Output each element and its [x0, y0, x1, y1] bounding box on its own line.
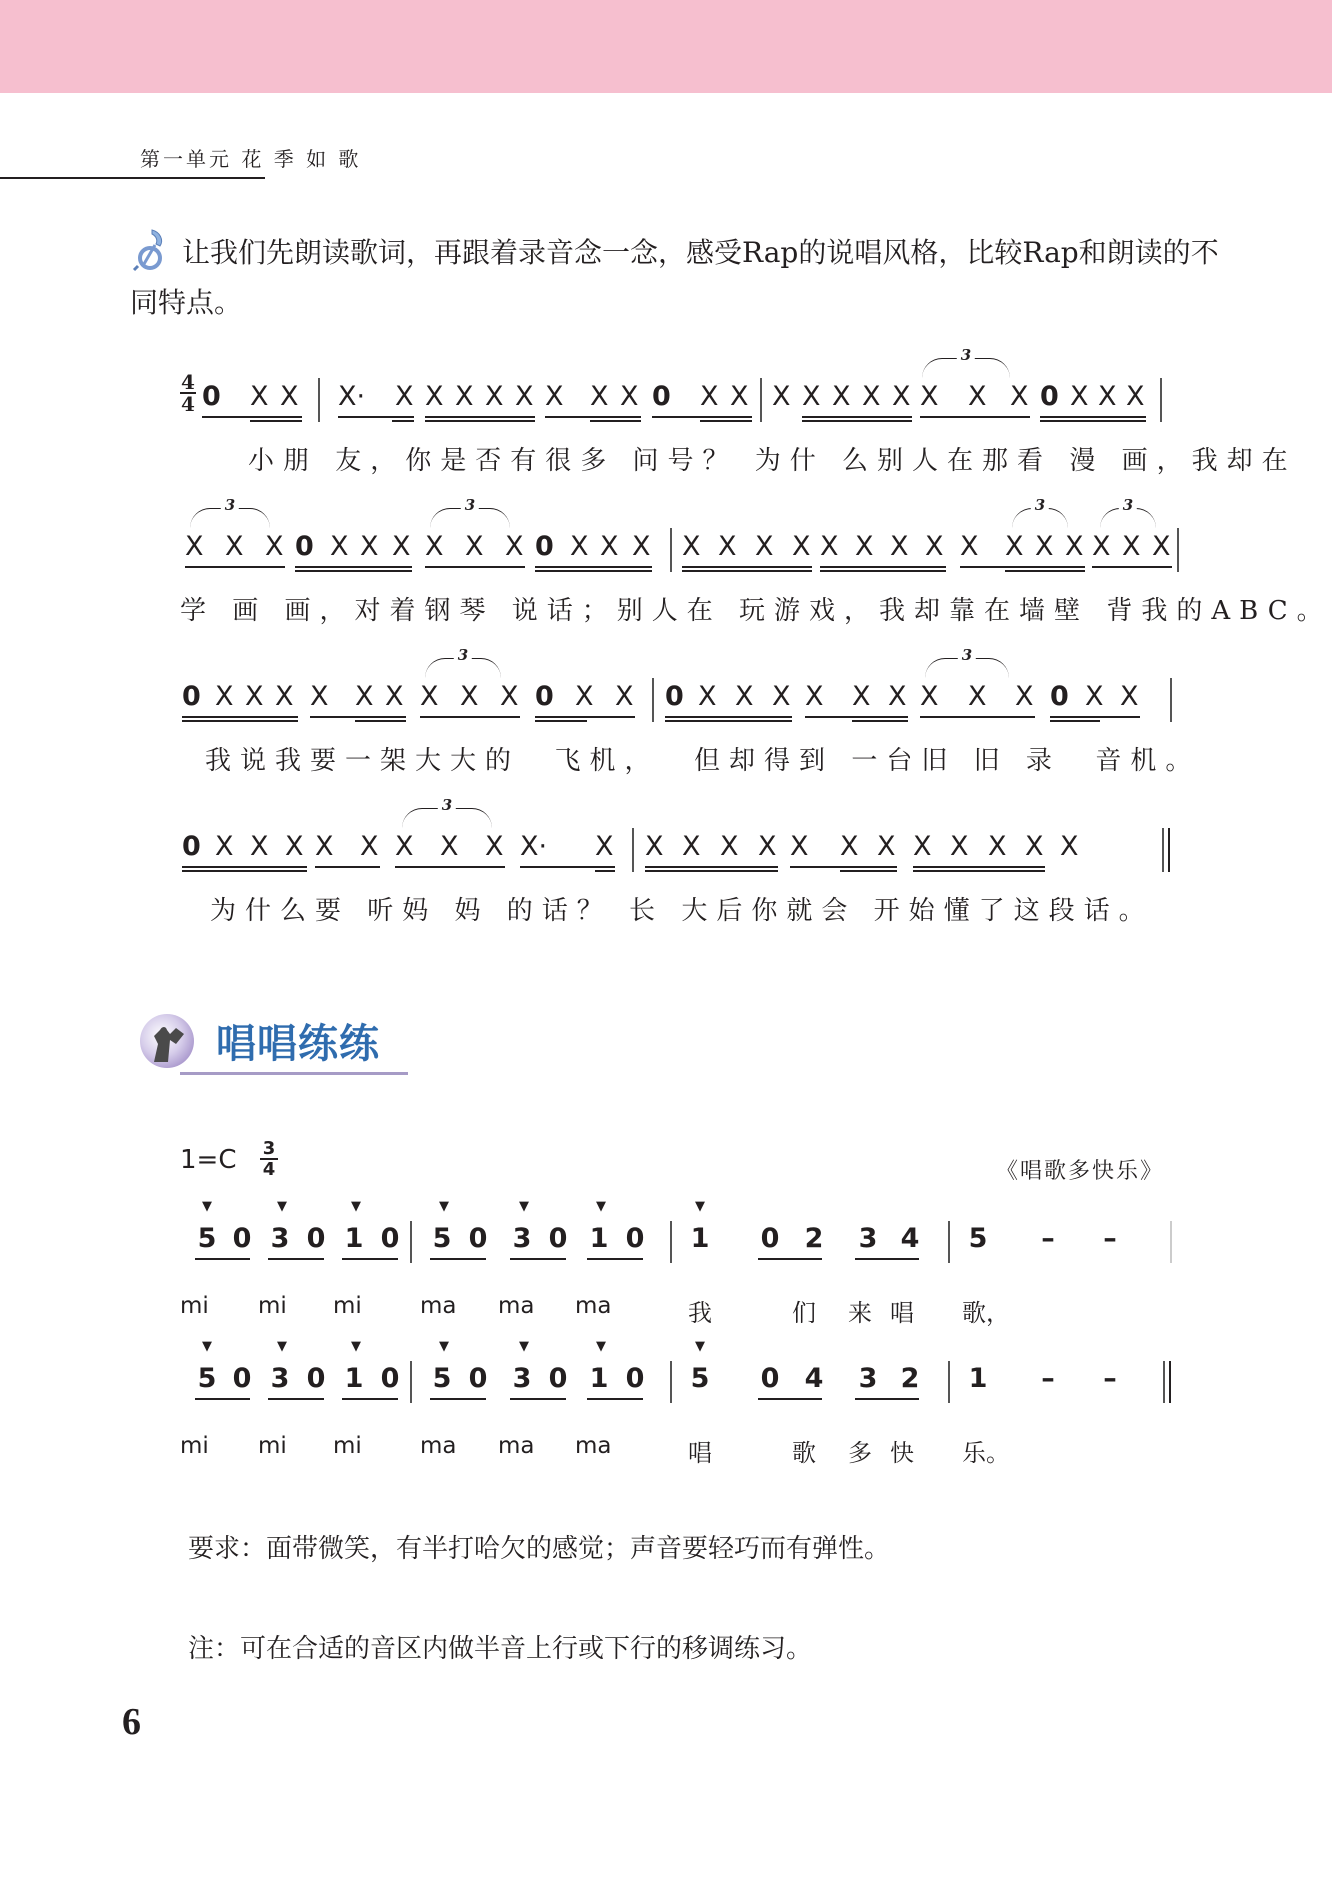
header-band: [0, 0, 1332, 93]
running-head-rule: [0, 177, 265, 179]
exercise-line-1: ▼ ▼ ▼ ▼ ▼ ▼ ▼ 5 0 3 0 1 0 5 0 3 0 1 0 1 0 2 3 4 5 – – mi mi mi ma ma ma 我 们 来 唱 歌，: [180, 1193, 1180, 1323]
rhythm-notation: 4 4 0 X X X· X X X X X X X X 0 X X X X X X X 3 X X X 0 X X X: [180, 360, 1170, 430]
rap-rhythm-score: [180, 346, 1332, 960]
intro-text: 让我们先朗读歌词，再跟着录音念一念，感受Rap的说唱风格，比较Rap和朗读的不同特点。: [130, 236, 1219, 319]
intro-paragraph: [130, 228, 1230, 328]
rap-line-1: [180, 346, 1297, 510]
singer-icon: [140, 1014, 194, 1068]
page-number: 6: [122, 1701, 141, 1743]
key-signature: 1=C 3 4: [180, 1145, 236, 1175]
rhythm-notation: 0 X X X X X X 3 X X X 0 X X 0 X X X X X X 3 X X X 0 X X: [180, 660, 1170, 730]
rhythm-notation: 3 X X X 0 X X X 3 X X X 0 X X X X X X X X X X X X 3 X X X 3 X X X: [180, 510, 1170, 580]
song-title: 《唱歌多快乐》: [995, 1159, 1164, 1184]
rap-line-3: [180, 646, 1201, 810]
rap-lyrics: 为什么要 听妈 妈 的话？ 长 大后你就会 开始懂了这段话。: [210, 896, 1154, 926]
exercise-line-2: ▼ ▼ ▼ ▼ ▼ ▼ ▼ 5 0 3 0 1 0 5 0 3 0 1 0 5 0 4 3 2 1 – – mi mi mi ma ma ma 唱 歌 多 快 乐。: [180, 1333, 1180, 1463]
triplet-bracket: 3: [922, 358, 1010, 379]
requirement-text: 要求：面带微笑，有半打哈欠的感觉；声音要轻巧而有弹性。: [188, 1534, 891, 1564]
section-header: [140, 1010, 400, 1072]
rap-lyrics: 小朋 友，你是否有很多 问号？ 为什 么别人在那看 漫 画，我却在: [248, 446, 1297, 476]
rhythm-notation: 0 X X X X X 3 X X X X· X X X X X X X X X X X X X: [180, 810, 1170, 880]
running-head: 第一单元 花 季 如 歌: [140, 147, 362, 171]
time-signature: 3 4: [260, 1139, 278, 1179]
note-text: 注：可在合适的音区内做半音上行或下行的移调练习。: [188, 1634, 813, 1664]
rap-line-4: [180, 796, 1170, 960]
section-title: 唱唱练练: [216, 1021, 380, 1067]
rap-lyrics: 学 画 画，对着钢琴 说话；别人在 玩游戏，我却靠在墙壁 背我的ABC。: [180, 596, 1332, 626]
time-signature: 4 4: [181, 370, 195, 416]
rap-lyrics: 我说我要一架大大的 飞机， 但却得到 一台旧 旧 录 音机。: [205, 746, 1201, 776]
rap-line-2: [180, 496, 1332, 660]
horn-icon: [130, 228, 170, 272]
section-rule: [180, 1072, 408, 1075]
